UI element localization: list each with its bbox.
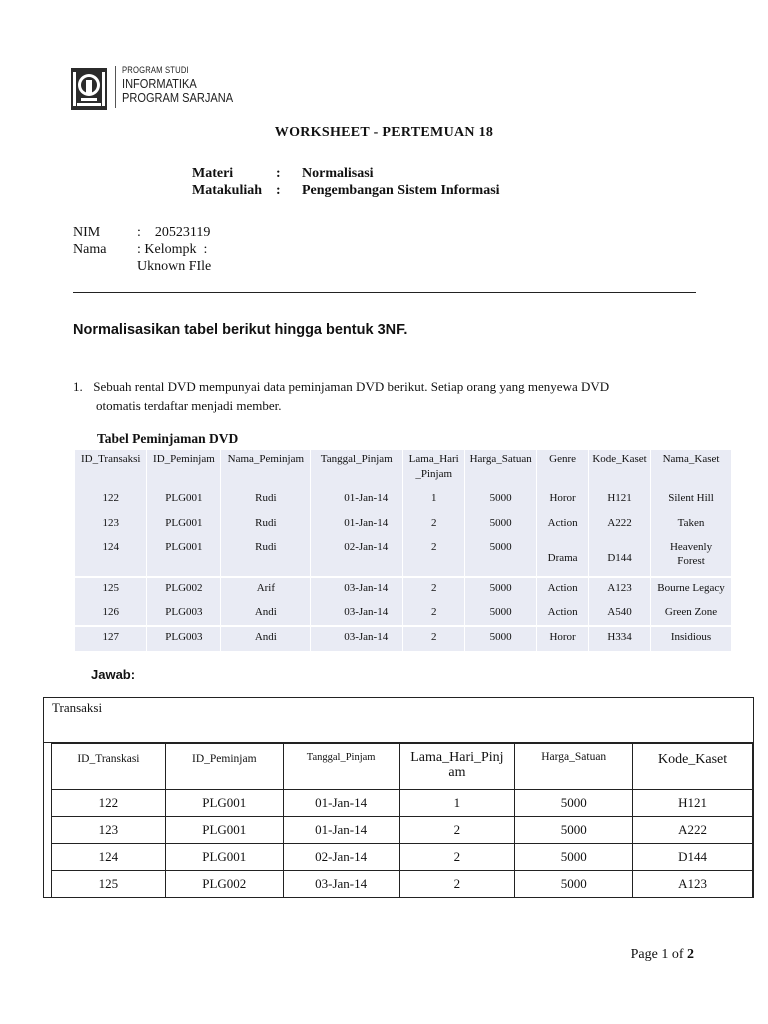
- page-total: 2: [687, 947, 694, 962]
- table-cell: 125: [75, 577, 147, 602]
- table-cell: 2: [403, 626, 465, 651]
- table-cell: Horor: [537, 626, 589, 651]
- source-header-cell: Nama_Kaset: [651, 450, 732, 488]
- table-cell: 02-Jan-14: [311, 537, 403, 577]
- source-header-cell: Kode_Kaset: [589, 450, 651, 488]
- table-cell: 126: [75, 602, 147, 627]
- university-logo-icon: [71, 68, 107, 110]
- matakuliah-label: Matakuliah: [192, 183, 263, 198]
- table-cell: PLG001: [147, 488, 221, 513]
- table-cell: PLG001: [165, 817, 283, 844]
- logo-divider: [115, 66, 116, 108]
- table-row: [52, 871, 753, 898]
- table-cell: Action: [537, 577, 589, 602]
- page-indicator: [631, 947, 694, 963]
- table-row: [75, 577, 732, 602]
- answer-header-cell: ID_Transkasi: [52, 744, 166, 790]
- materi-colon: :: [276, 166, 281, 181]
- table-cell: 2: [403, 513, 465, 538]
- table-cell: 03-Jan-14: [311, 626, 403, 651]
- table-cell: H121: [633, 790, 753, 817]
- table-cell: 01-Jan-14: [283, 817, 399, 844]
- page-prefix: Page: [630, 947, 658, 962]
- table-cell: 5000: [465, 626, 537, 651]
- answer-header-cell: Tanggal_Pinjam: [283, 744, 399, 790]
- table-cell: Rudi: [221, 488, 311, 513]
- table-cell: Silent Hill: [651, 488, 732, 513]
- table-row: [75, 488, 732, 513]
- nama-row: [73, 242, 207, 258]
- nama-label: Nama: [73, 242, 107, 257]
- answer-table: [51, 743, 753, 898]
- table-row: [52, 844, 753, 871]
- table-cell: 2: [403, 577, 465, 602]
- table-cell: PLG001: [147, 537, 221, 577]
- table-cell: 1: [403, 488, 465, 513]
- table-cell: PLG001: [147, 513, 221, 538]
- table-cell: Green Zone: [651, 602, 732, 627]
- question-1: [73, 377, 693, 415]
- answer-header-cell: ID_Peminjam: [165, 744, 283, 790]
- table-cell: PLG002: [147, 577, 221, 602]
- table-cell: 5000: [465, 513, 537, 538]
- table-cell: 123: [75, 513, 147, 538]
- answer-header-cell: Kode_Kaset: [633, 744, 753, 790]
- table-cell: 2: [399, 871, 515, 898]
- table-cell: 01-Jan-14: [311, 513, 403, 538]
- table-cell: 127: [75, 626, 147, 651]
- table-cell: 5000: [465, 577, 537, 602]
- nim-label: NIM: [73, 225, 101, 240]
- table-cell: Rudi: [221, 513, 311, 538]
- matakuliah-colon: :: [276, 183, 281, 198]
- table-cell: Drama: [537, 537, 589, 577]
- table-cell: PLG001: [165, 844, 283, 871]
- table-cell: 5000: [515, 844, 633, 871]
- table-cell: Insidious: [651, 626, 732, 651]
- answer-label: Jawab:: [91, 667, 136, 682]
- source-table: [75, 450, 732, 651]
- table-cell: Action: [537, 513, 589, 538]
- logo-line-1: PROGRAM STUDI: [122, 65, 189, 75]
- source-table-title: Tabel Peminjaman DVD: [97, 431, 239, 446]
- answer-header-cell: Lama_Hari_Pinjam: [399, 744, 515, 790]
- source-header-cell: ID_Peminjam: [147, 450, 221, 488]
- meta-matakuliah: [192, 183, 500, 199]
- source-header-cell: Harga_Satuan: [465, 450, 537, 488]
- matakuliah-value: Pengembangan Sistem Informasi: [302, 183, 500, 198]
- table-cell: H334: [589, 626, 651, 651]
- table-cell: 01-Jan-14: [283, 790, 399, 817]
- nama-value-line2: Uknown FIle: [137, 259, 212, 274]
- table-cell: 123: [52, 817, 166, 844]
- table-cell: Taken: [651, 513, 732, 538]
- answer-box-title: Transaksi: [52, 700, 103, 715]
- table-cell: PLG003: [147, 602, 221, 627]
- table-cell: Bourne Legacy: [651, 577, 732, 602]
- table-row: [75, 537, 732, 577]
- table-cell: 5000: [515, 790, 633, 817]
- table-cell: 5000: [515, 871, 633, 898]
- table-cell: PLG001: [165, 790, 283, 817]
- question-number: 1.: [73, 379, 83, 394]
- table-cell: 5000: [465, 602, 537, 627]
- materi-label: Materi: [192, 166, 234, 181]
- table-cell: Rudi: [221, 537, 311, 577]
- table-row: [52, 817, 753, 844]
- question-text-cont: otomatis terdaftar menjadi member.: [96, 398, 282, 413]
- table-cell: A222: [589, 513, 651, 538]
- table-cell: A123: [633, 871, 753, 898]
- source-header-cell: Lama_Hari _Pinjam: [403, 450, 465, 488]
- table-cell: Action: [537, 602, 589, 627]
- table-cell: A123: [589, 577, 651, 602]
- table-cell: 03-Jan-14: [311, 602, 403, 627]
- header-divider: [73, 292, 696, 293]
- source-header-cell: ID_Transaksi: [75, 450, 147, 488]
- worksheet-title: WORKSHEET - PERTEMUAN 18: [274, 125, 494, 140]
- source-header-cell: Tanggal_Pinjam: [311, 450, 403, 488]
- table-cell: Andi: [221, 626, 311, 651]
- page-of: of: [671, 947, 684, 962]
- table-cell: A540: [589, 602, 651, 627]
- question-text: Sebuah rental DVD mempunyai data peminjaman DVD berikut. Setiap orang yang menyewa DVD: [93, 379, 610, 394]
- table-cell: 5000: [465, 537, 537, 577]
- table-row: [75, 602, 732, 627]
- source-header-cell: Nama_Peminjam: [221, 450, 311, 488]
- nama-value: : Kelompk :: [137, 242, 208, 257]
- logo-line-3: PROGRAM SARJANA: [122, 90, 234, 105]
- meta-materi: [192, 166, 374, 182]
- table-cell: 2: [403, 537, 465, 577]
- table-cell: 5000: [465, 488, 537, 513]
- source-header-cell: Genre: [537, 450, 589, 488]
- source-header-row: [75, 450, 732, 488]
- table-row: [75, 626, 732, 651]
- table-cell: D144: [633, 844, 753, 871]
- table-cell: A222: [633, 817, 753, 844]
- table-cell: Andi: [221, 602, 311, 627]
- table-cell: 124: [52, 844, 166, 871]
- table-cell: 03-Jan-14: [311, 577, 403, 602]
- table-cell: 2: [399, 844, 515, 871]
- table-cell: 1: [399, 790, 515, 817]
- table-cell: D144: [589, 537, 651, 577]
- materi-value: Normalisasi: [302, 166, 374, 181]
- table-cell: 5000: [515, 817, 633, 844]
- table-cell: 01-Jan-14: [311, 488, 403, 513]
- table-row: [52, 790, 753, 817]
- logo-line-2: INFORMATIKA: [122, 76, 197, 91]
- table-cell: 125: [52, 871, 166, 898]
- table-cell: 03-Jan-14: [283, 871, 399, 898]
- table-cell: PLG003: [147, 626, 221, 651]
- answer-header-row: [52, 744, 753, 790]
- table-cell: 2: [399, 817, 515, 844]
- table-cell: Heavenly Forest: [651, 537, 732, 577]
- nim-value: : 20523119: [137, 225, 211, 240]
- table-row: [75, 513, 732, 538]
- table-cell: PLG002: [165, 871, 283, 898]
- table-cell: 124: [75, 537, 147, 577]
- table-cell: 122: [75, 488, 147, 513]
- page-current: 1: [661, 947, 669, 962]
- table-cell: 02-Jan-14: [283, 844, 399, 871]
- instruction-text: Normalisasikan tabel berikut hingga bentuk 3NF.: [73, 322, 408, 338]
- table-cell: 2: [403, 602, 465, 627]
- answer-header-cell: Harga_Satuan: [515, 744, 633, 790]
- nim-row: [73, 225, 210, 241]
- table-cell: Arif: [221, 577, 311, 602]
- table-cell: H121: [589, 488, 651, 513]
- program-logo-text: [122, 66, 253, 104]
- table-cell: 122: [52, 790, 166, 817]
- table-cell: Horor: [537, 488, 589, 513]
